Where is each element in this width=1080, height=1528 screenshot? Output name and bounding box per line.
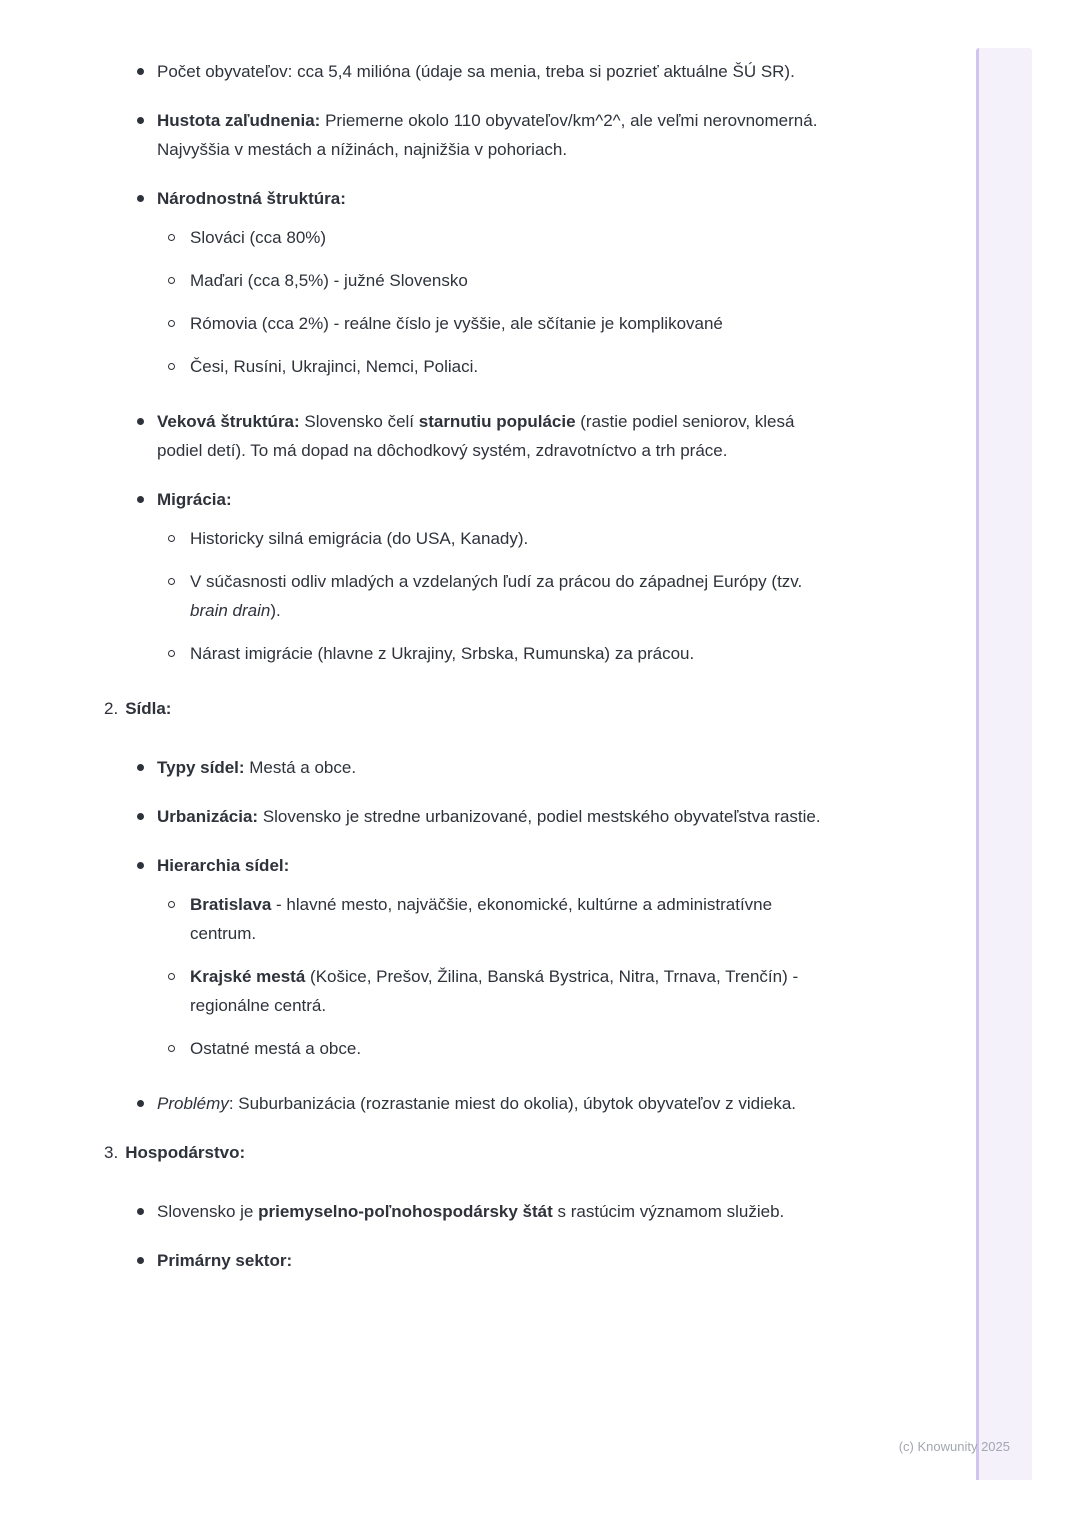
sub-bullet-icon [168, 320, 175, 327]
section-number: 3. [104, 1143, 119, 1162]
section-heading [0, 1138, 1080, 1167]
text-segment: brain drain [190, 601, 271, 620]
text-line [157, 1246, 292, 1275]
sub-bullet-icon [168, 901, 175, 908]
bullet-icon [137, 195, 144, 202]
text-line [157, 184, 346, 213]
text-segment: Slovensko čelí [299, 412, 419, 431]
sub-bullet-icon [168, 363, 175, 370]
text-segment: Slovensko je [157, 1202, 259, 1221]
sub-list-item [0, 1034, 1080, 1063]
text-segment: Urbanizácia: [157, 807, 259, 826]
text-segment: Česi, Rusíni, Ukrajinci, Nemci, Poliaci. [190, 357, 479, 376]
sub-bullet-icon [168, 973, 175, 980]
list-item [0, 1089, 1080, 1118]
list-item [0, 106, 1080, 164]
bullet-icon [137, 1257, 144, 1264]
text-segment: Národnostná štruktúra: [157, 189, 346, 208]
text-segment: ). [270, 601, 281, 620]
text-segment: Nárast imigrácie (hlavne z Ukrajiny, Srbska, Rumunska) za prácou. [190, 644, 695, 663]
list-item [0, 753, 1080, 782]
text-line [157, 106, 833, 164]
text-segment: starnutiu populácie [418, 412, 576, 431]
text-segment: Počet obyvateľov: cca 5,4 milióna (údaje sa menia, treba si pozrieť aktuálne ŠÚ SR). [157, 62, 795, 81]
text-line [190, 266, 468, 295]
text-line [190, 1034, 361, 1063]
text-segment: - hlavné mesto, najväčšie, ekonomické, kultúrne a administratívne centrum. [190, 895, 773, 943]
text-line [190, 352, 478, 381]
text-line [190, 890, 835, 948]
sub-bullet-icon [168, 578, 175, 585]
list-item [0, 57, 1080, 86]
text-line [157, 485, 232, 514]
bullet-icon [137, 813, 144, 820]
section-number: 2. [104, 699, 119, 718]
list-item [0, 1197, 1080, 1226]
text-line [190, 524, 528, 553]
sub-list-item [0, 890, 1080, 948]
text-line [157, 753, 356, 782]
text-segment: Veková štruktúra: [157, 412, 300, 431]
sub-list-item [0, 223, 1080, 252]
text-line [157, 1089, 796, 1118]
sub-list-item [0, 567, 1080, 625]
bullet-icon [137, 117, 144, 124]
text-segment: Sídla: [125, 699, 172, 718]
list-item [0, 407, 1080, 465]
text-segment: Slováci (cca 80%) [190, 228, 327, 247]
text-segment: Rómovia (cca 2%) - reálne číslo je vyššie, ale sčítanie je komplikované [190, 314, 723, 333]
text-segment: priemyselno-poľnohospodársky štát [258, 1202, 553, 1221]
bullet-icon [137, 764, 144, 771]
bullet-icon [137, 1100, 144, 1107]
text-segment: s rastúcim významom služieb. [552, 1202, 785, 1221]
bullet-icon [137, 862, 144, 869]
text-segment: Primárny sektor: [157, 1251, 293, 1270]
text-segment: Bratislava [190, 895, 272, 914]
text-segment: Migrácia: [157, 490, 232, 509]
section-heading [0, 694, 1080, 723]
text-segment: Hustota zaľudnenia: [157, 111, 321, 130]
text-segment: Slovensko je stredne urbanizované, podiel mestského obyvateľstva rastie. [258, 807, 821, 826]
text-line [157, 851, 289, 880]
text-line [190, 639, 694, 668]
text-line [190, 309, 723, 338]
sub-list-item [0, 309, 1080, 338]
sub-list-item [0, 352, 1080, 381]
sub-list-item [0, 266, 1080, 295]
text-segment: Priemerne okolo 110 obyvateľov/km^2^, ale veľmi nerovnomerná. Najvyššia v mestách a nížinách, najnižšia v pohoriach. [157, 111, 818, 159]
sub-bullet-icon [168, 234, 175, 241]
text-segment: Hospodárstvo: [125, 1143, 246, 1162]
sub-list-item [0, 524, 1080, 553]
text-segment: Krajské mestá [190, 967, 306, 986]
sub-list-item [0, 639, 1080, 668]
text-segment: Hierarchia sídel: [157, 856, 290, 875]
bullet-icon [137, 1208, 144, 1215]
text-line [157, 57, 795, 86]
bullet-icon [137, 496, 144, 503]
bullet-icon [137, 68, 144, 75]
text-line [157, 407, 833, 465]
sub-bullet-icon [168, 535, 175, 542]
list-item [0, 1246, 1080, 1275]
text-segment: Ostatné mestá a obce. [190, 1039, 362, 1058]
text-line [190, 567, 835, 625]
text-line [157, 1197, 784, 1226]
sub-bullet-icon [168, 277, 175, 284]
text-segment: Typy sídel: [157, 758, 245, 777]
scrollbar-track[interactable] [976, 48, 1032, 1480]
sub-bullet-icon [168, 650, 175, 657]
list-item [0, 851, 1080, 880]
text-line [125, 1143, 245, 1162]
text-segment: V súčasnosti odliv mladých a vzdelaných ľudí za prácou do západnej Európy (tzv. [190, 572, 803, 591]
text-segment: Maďari (cca 8,5%) - južné Slovensko [190, 271, 468, 290]
text-segment: Problémy [157, 1094, 229, 1113]
sub-list-item [0, 962, 1080, 1020]
text-segment: Historicky silná emigrácia (do USA, Kanady). [190, 529, 529, 548]
sub-bullet-icon [168, 1045, 175, 1052]
text-line [125, 699, 171, 718]
list-item [0, 184, 1080, 213]
bullet-icon [137, 418, 144, 425]
text-segment: : Suburbanizácia (rozrastanie miest do okolia), úbytok obyvateľov z vidieka. [228, 1094, 796, 1113]
text-line [190, 962, 835, 1020]
text-line [157, 802, 821, 831]
text-segment: (Košice, Prešov, Žilina, Banská Bystrica, Nitra, Trnava, Trenčín) - regionálne centrá. [190, 967, 799, 1015]
list-item [0, 485, 1080, 514]
text-line [190, 223, 326, 252]
watermark: (c) Knowunity 2025 [898, 1439, 1010, 1454]
text-segment: Mestá a obce. [244, 758, 357, 777]
text-segment: (rastie podiel seniorov, klesá podiel detí). To má dopad na dôchodkový systém, zdravotníctvo a trh práce. [157, 412, 795, 460]
list-item [0, 802, 1080, 831]
